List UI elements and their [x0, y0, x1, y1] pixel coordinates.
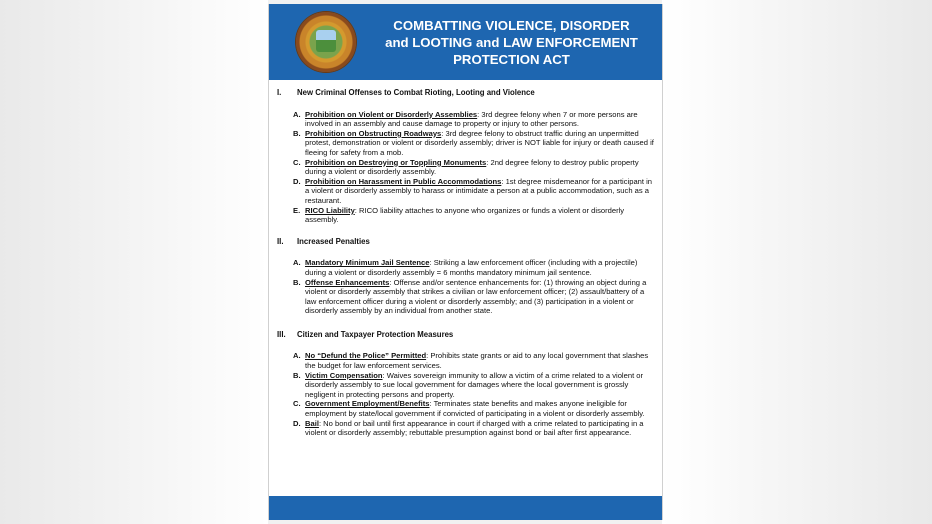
item-term: Bail [305, 418, 319, 428]
item-text [305, 278, 655, 316]
item-text [305, 351, 655, 370]
section-2 [277, 237, 655, 316]
item-description: : Striking a law enforcement officer (including with a projectile) during a violent or disorderly assembly = 6 months mandatory minimum jail sentence. [305, 258, 638, 277]
section-heading [277, 330, 655, 340]
item-description: : Offense and/or sentence enhancements for: (1) throwing an object during a violent or disorderly assembly that strikes a civilian or law enforcement officer; (2) assault/battery of a law enforcement officer during a violent or disorderly assembly; and (3) participation in a violent or disorderly assembly by an individual from another state. [305, 277, 647, 316]
list-item [293, 419, 655, 438]
list-item [293, 278, 655, 316]
list-item [293, 129, 655, 158]
item-description: : Prohibits state grants or aid to any local government that slashes the budget for law enforcement services. [305, 351, 649, 371]
section-numeral: III. [277, 329, 286, 339]
item-term: Prohibition on Obstructing Roadways [305, 128, 442, 138]
item-letter: A. [293, 109, 301, 119]
item-term: Government Employment/Benefits [305, 399, 430, 409]
item-description: : 3rd degree felony when 7 or more persons are involved in an assembly and cause damage to property or injury to other persons. [305, 109, 638, 129]
item-letter: A. [293, 351, 301, 361]
item-text [305, 371, 655, 400]
item-description: : Waives sovereign immunity to allow a victim of a crime related to a violent or disorderly assembly to sue local government for damages where the local government is grossly negligent in protecting persons and property. [305, 370, 644, 399]
section-title: Citizen and Taxpayer Protection Measures [297, 329, 454, 339]
item-text [305, 419, 655, 438]
background-left [0, 0, 268, 524]
list-item [293, 206, 655, 225]
item-letter: E. [293, 205, 301, 215]
section-title: Increased Penalties [297, 236, 370, 246]
item-term: Mandatory Minimum Jail Sentence [305, 258, 430, 268]
list-item [293, 351, 655, 370]
item-description: : 2nd degree felony to destroy public property during a violent or disorderly assembly. [305, 157, 639, 177]
item-description: : No bond or bail until first appearance in court if charged with a crime related to participating in a violent or disorderly assembly; rebuttable presumption against bond or bail after first appearance. [305, 418, 644, 438]
item-term: Victim Compensation [305, 370, 383, 380]
item-letter: A. [293, 258, 301, 268]
section-items [293, 258, 655, 316]
item-description: : RICO liability attaches to anyone who organizes or funds a violent or disorderly assembly. [305, 205, 625, 225]
section-numeral: I. [277, 88, 282, 97]
list-item [293, 371, 655, 400]
list-item [293, 158, 655, 177]
title-line-3: PROTECTION ACT [453, 52, 570, 67]
item-text [305, 129, 655, 158]
item-description: : 1st degree misdemeanor for a participant in a violent or disorderly assembly to harass or intimidate a person at a public accommodation, such as a restaurant. [305, 176, 653, 205]
item-text [305, 206, 655, 225]
item-text [305, 110, 655, 129]
title-line-1: COMBATTING VIOLENCE, DISORDER [393, 18, 630, 33]
item-letter: B. [293, 277, 301, 287]
list-item [293, 258, 655, 277]
section-heading [277, 88, 655, 98]
list-item [293, 177, 655, 206]
item-term: Prohibition on Harassment in Public Accommodations [305, 176, 502, 186]
item-text [305, 177, 655, 206]
section-heading [277, 237, 655, 247]
item-text [305, 258, 655, 277]
item-text [305, 399, 655, 418]
item-term: Prohibition on Violent or Disorderly Assemblies [305, 109, 478, 119]
background-right [662, 0, 932, 524]
item-term: RICO Liability [305, 205, 355, 215]
section-1 [277, 88, 655, 225]
document-title [369, 17, 654, 68]
section-items [293, 110, 655, 225]
section-items [293, 351, 655, 437]
state-seal-icon [296, 12, 356, 72]
section-title: New Criminal Offenses to Combat Rioting, Looting and Violence [297, 88, 535, 97]
document-body [277, 88, 655, 438]
item-description: : 3rd degree felony to obstruct traffic during an unpermitted protest, demonstration or violent or disorderly assembly; driver is NOT liable for injury or death caused if fleeing for safety from a mob. [305, 128, 654, 157]
document-footer-bar [269, 496, 662, 520]
item-text [305, 158, 655, 177]
item-letter: D. [293, 176, 301, 186]
title-line-2: and LOOTING and LAW ENFORCEMENT [385, 35, 638, 50]
document-page [268, 4, 663, 520]
item-term: Offense Enhancements [305, 277, 390, 287]
item-letter: C. [293, 399, 301, 409]
item-letter: D. [293, 418, 301, 428]
item-term: No “Defund the Police” Permitted [305, 351, 427, 361]
item-term: Prohibition on Destroying or Toppling Monuments [305, 157, 487, 167]
document-header [269, 4, 662, 80]
item-letter: C. [293, 157, 301, 167]
item-description: : Terminates state benefits and makes anyone ineligible for employment by state/local government if convicted of participating in a violent or disorderly assembly. [305, 399, 645, 419]
item-letter: B. [293, 128, 301, 138]
section-3 [277, 330, 655, 438]
item-letter: B. [293, 370, 301, 380]
list-item [293, 399, 655, 418]
list-item [293, 110, 655, 129]
section-numeral: II. [277, 236, 284, 246]
